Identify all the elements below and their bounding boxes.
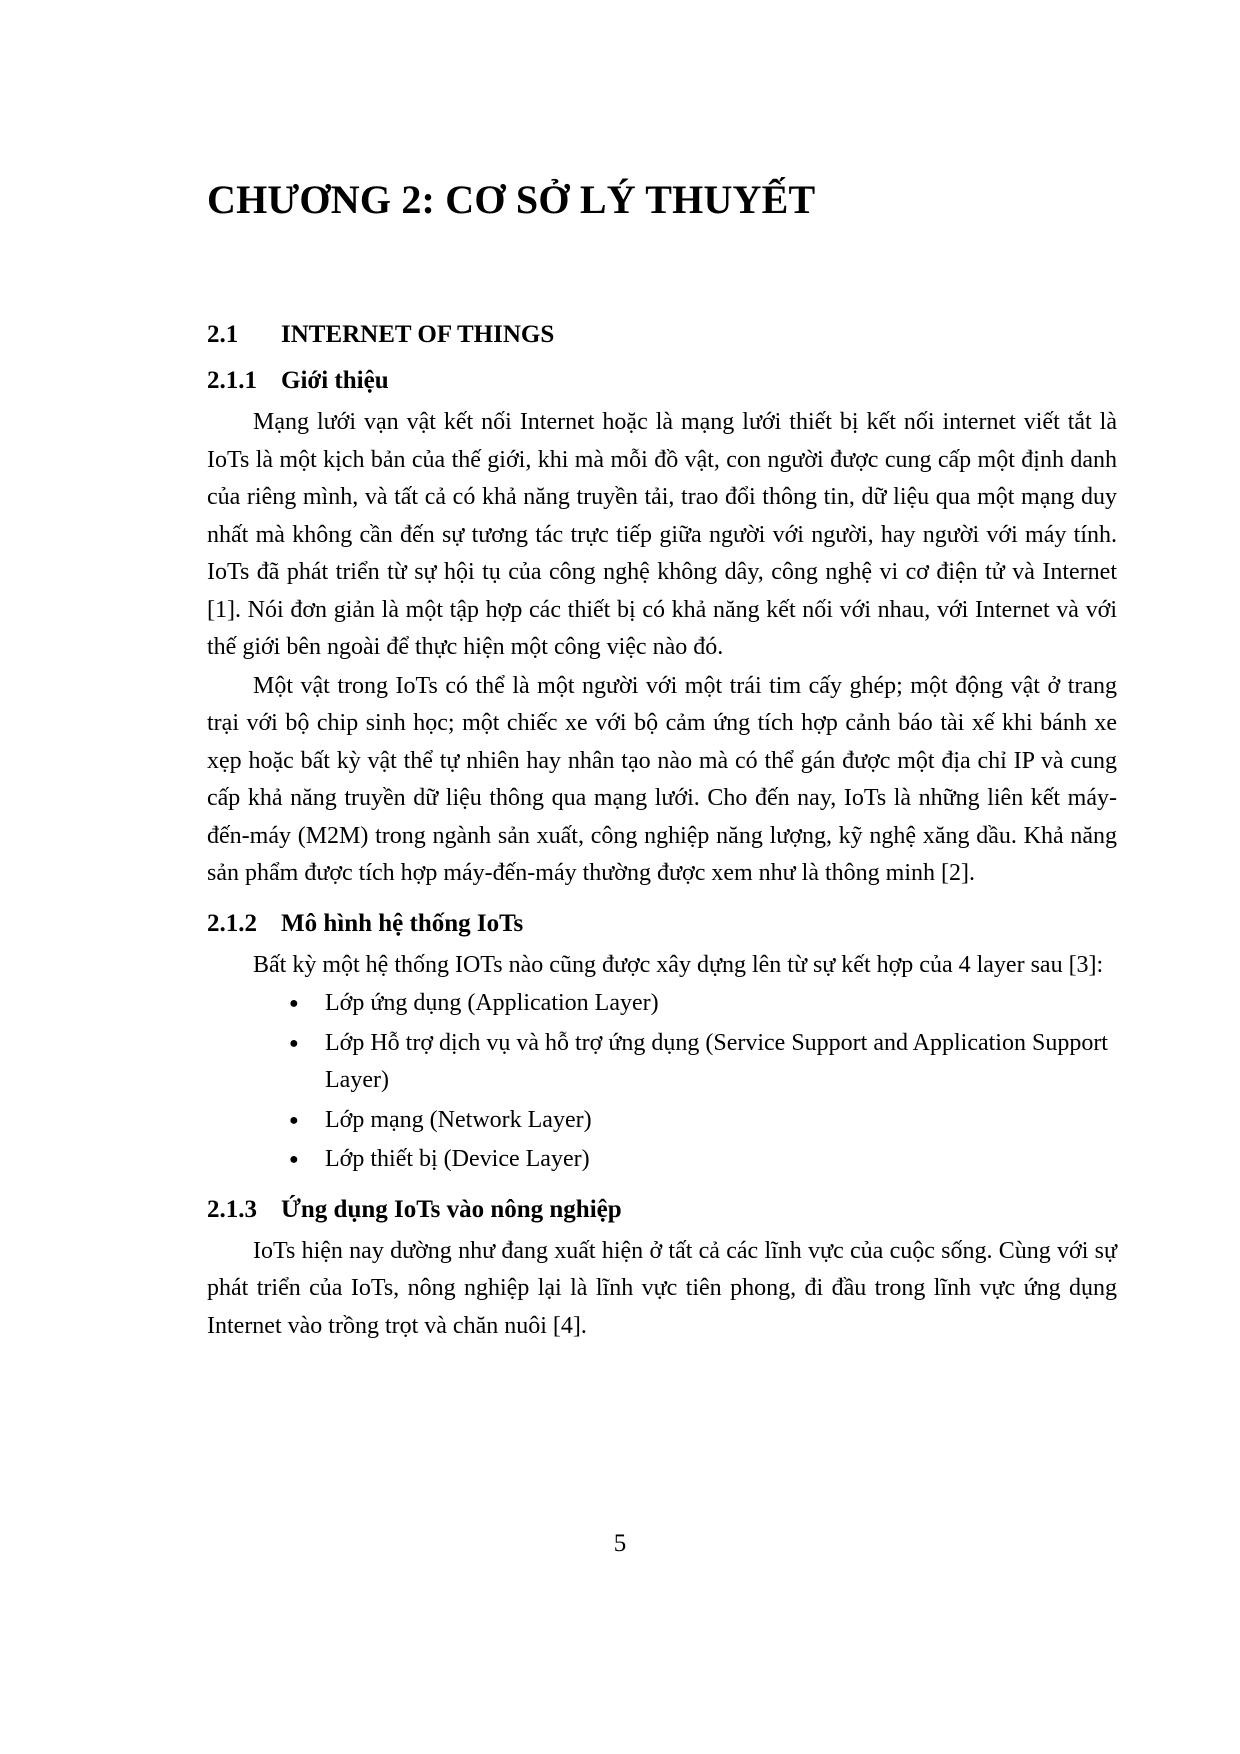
section-title: Mô hình hệ thống IoTs	[281, 909, 524, 937]
page-number: 5	[613, 1530, 627, 1557]
list-item-text: Lớp ứng dụng (Application Layer)	[325, 990, 659, 1016]
list-item	[207, 1025, 1117, 1100]
chapter-title: CHƯƠNG 2: CƠ SỞ LÝ THUYẾT	[207, 177, 816, 222]
bullet-icon: ●	[289, 1151, 299, 1168]
section-number: 2.1	[207, 321, 239, 348]
bullet-icon: ●	[289, 1111, 299, 1129]
list-item-text: Lớp Hỗ trợ dịch vụ và hỗ trợ ứng dụng (Service Support and Application Support Layer)	[325, 1029, 1108, 1093]
bullet-icon: ●	[289, 995, 299, 1012]
section-number: 2.1.1	[207, 367, 257, 394]
paragraph: Bất kỳ một hệ thống IOTs nào cũng được xây dựng lên từ sự kết hợp của 4 layer sau [3]:	[253, 951, 1104, 978]
section-title: INTERNET OF THINGS	[281, 321, 555, 348]
section-heading-2-1-2	[207, 905, 1117, 947]
paragraph: Mạng lưới vạn vật kết nối Internet hoặc là mạng lưới thiết bị kết nối internet viết tắt là IoTs là một kịch bản của thế giới, khi mà mỗi đồ vật, con người được cung cấp một định danh của riêng mình, và tất cả có khả năng truyền tải, trao đổi thông tin, dữ liệu qua một mạng duy nhất mà không cần đến sự tương tác trực tiếp giữa người với người, hay người với máy tính. IoTs đã phát triển từ sự hội tụ của công nghệ không dây, công nghệ vi cơ điện tử và Internet [1]. Nói đơn giản là một tập hợp các thiết bị có khả năng kết nối với nhau, với Internet và với thế giới bên ngoài để thực hiện một công việc nào đó.	[207, 409, 1117, 660]
list-item	[207, 1141, 1117, 1179]
page-content	[207, 316, 1117, 1346]
paragraph: Một vật trong IoTs có thể là một người với một trái tim cấy ghép; một động vật ở trang trại với bộ chip sinh học; một chiếc xe với bộ cảm ứng tích hợp cảnh báo tài xế khi bánh xe xẹp hoặc bất kỳ vật thể tự nhiên hay nhân tạo nào mà có thể gán được một địa chỉ IP và cung cấp khả năng truyền dữ liệu thông qua mạng lưới. Cho đến nay, IoTs là những liên kết máy-đến-máy (M2M) trong ngành sản xuất, công nghiệp năng lượng, kỹ nghệ xăng dầu. Khả năng sản phẩm được tích hợp máy-đến-máy thường được xem như là thông minh [2].	[207, 672, 1117, 886]
list-item-text: Lớp mạng (Network Layer)	[325, 1106, 592, 1133]
section-heading-2-1-1	[207, 362, 1117, 404]
layer-list	[207, 985, 1117, 1179]
section-number: 2.1.2	[207, 909, 257, 937]
section-title: Ứng dụng IoTs vào nông nghiệp	[281, 1195, 622, 1223]
section-heading-2-1-3	[207, 1191, 1117, 1233]
list-item-text: Lớp thiết bị (Device Layer)	[325, 1146, 590, 1172]
section-title: Giới thiệu	[281, 367, 389, 394]
section-number: 2.1.3	[207, 1195, 257, 1223]
list-item	[207, 985, 1117, 1023]
bullet-icon: ●	[289, 1034, 299, 1052]
list-item	[207, 1102, 1117, 1140]
paragraph: IoTs hiện nay dường như đang xuất hiện ở tất cả các lĩnh vực của cuộc sống. Cùng với sự phát triển của IoTs, nông nghiệp lại là lĩnh vực tiên phong, đi đầu trong lĩnh vực ứng dụng Internet vào trồng trọt và chăn nuôi [4].	[207, 1237, 1117, 1339]
section-heading-2-1	[207, 316, 1117, 356]
